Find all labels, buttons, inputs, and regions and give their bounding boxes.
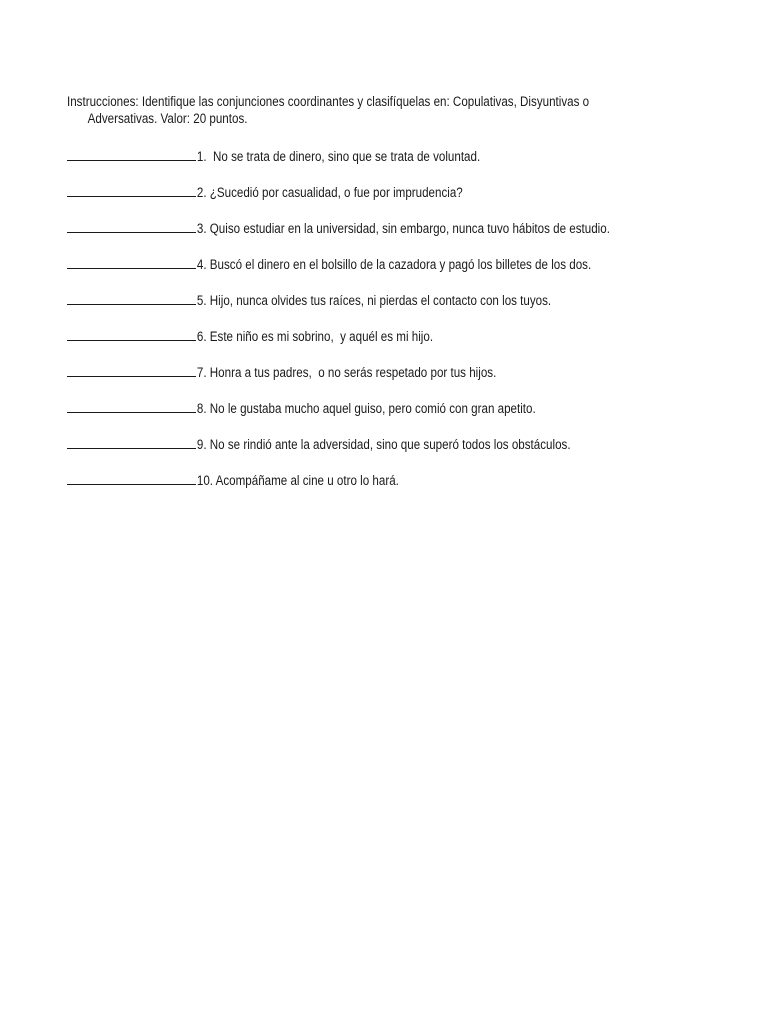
answer-blank-6 [67, 327, 196, 341]
question-text-10: Acompáñame al cine u otro lo hará. [213, 473, 399, 488]
question-number-10: 10. [196, 473, 214, 488]
answer-blank-1 [67, 147, 196, 161]
question-number-3: 3. [196, 221, 207, 236]
question-item-1 [67, 147, 592, 183]
question-item-8 [67, 399, 592, 435]
question-item-2 [67, 183, 592, 219]
answer-blank-3 [67, 219, 196, 233]
question-number-1: 1. [196, 149, 207, 164]
question-text-4: Buscó el dinero en el bolsillo de la cazadora y pagó los billetes de los dos. [206, 257, 592, 272]
question-item-9 [67, 435, 592, 471]
answer-blank-4 [67, 255, 196, 269]
answer-blank-8 [67, 399, 196, 413]
document-content [67, 93, 677, 507]
question-text-8: No le gustaba mucho aquel guiso, pero comió con gran apetito. [206, 401, 536, 416]
question-text-7: Honra a tus padres, o no serás respetado por tus hijos. [206, 365, 497, 380]
question-number-9: 9. [196, 437, 207, 452]
answer-blank-9 [67, 435, 196, 449]
question-text-9: No se rindió ante la adversidad, sino que superó todos los obstáculos. [206, 437, 571, 452]
instructions-line-1: Instrucciones: Identifique las conjunciones coordinantes y clasifíquelas en: Copulativas, Disyuntivas o [67, 94, 590, 109]
question-number-8: 8. [196, 401, 207, 416]
question-number-5: 5. [196, 293, 207, 308]
answer-blank-5 [67, 291, 196, 305]
question-item-3 [67, 219, 610, 255]
question-item-4 [67, 255, 592, 291]
question-text-5: Hijo, nunca olvides tus raíces, ni pierdas el contacto con los tuyos. [206, 293, 552, 308]
question-item-7 [67, 363, 592, 399]
question-text-2: ¿Sucedió por casualidad, o fue por imprudencia? [206, 185, 463, 200]
question-number-4: 4. [196, 257, 207, 272]
question-text-3: Quiso estudiar en la universidad, sin embargo, nunca tuvo hábitos de estudio. [206, 221, 610, 236]
answer-blank-10 [67, 471, 196, 485]
answer-blank-2 [67, 183, 196, 197]
question-list [67, 147, 677, 507]
question-item-5 [67, 291, 592, 327]
question-number-2: 2. [196, 185, 207, 200]
question-item-10 [67, 471, 592, 507]
question-item-6 [67, 327, 592, 363]
instructions-line-2: Adversativas. Valor: 20 puntos. [87, 111, 248, 126]
question-number-6: 6. [196, 329, 207, 344]
instructions-paragraph [67, 93, 677, 127]
answer-blank-7 [67, 363, 196, 377]
question-text-1: No se trata de dinero, sino que se trata de voluntad. [206, 149, 481, 164]
question-number-7: 7. [196, 365, 207, 380]
question-text-6: Este niño es mi sobrino, y aquél es mi hijo. [206, 329, 434, 344]
